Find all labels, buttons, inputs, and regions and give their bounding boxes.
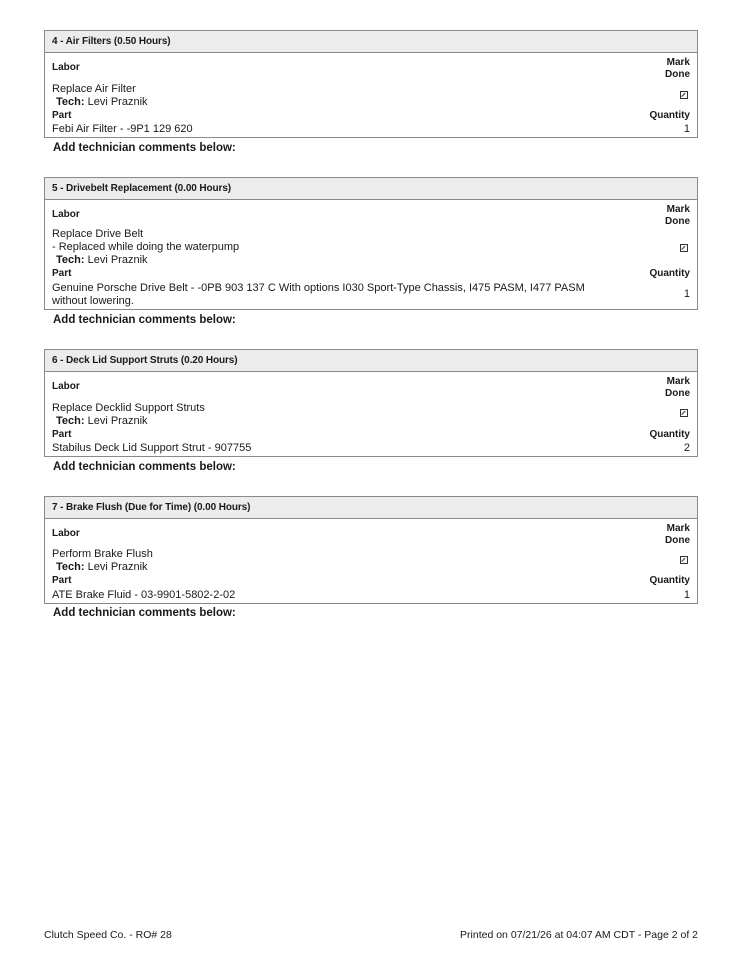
technician-comments-prompt: Add technician comments below: <box>53 461 236 473</box>
job-card-5 <box>44 177 698 310</box>
part-header: Part <box>52 575 72 586</box>
tech-line <box>56 96 148 109</box>
part-quantity: 1 <box>683 123 690 135</box>
labor-description: Replace Decklid Support Struts <box>52 402 205 414</box>
quantity-header: Quantity <box>649 268 690 279</box>
tech-line <box>56 415 148 428</box>
job-title: 4 - Air Filters (0.50 Hours) <box>45 31 697 53</box>
tech-label: Tech: <box>56 415 85 427</box>
labor-header: Labor <box>52 209 80 220</box>
part-header: Part <box>52 429 72 440</box>
tech-label: Tech: <box>56 254 85 266</box>
tech-line <box>56 561 148 574</box>
mark-done-checkbox[interactable] <box>680 91 688 99</box>
mark-done-header: Mark Done <box>665 204 690 227</box>
tech-label: Tech: <box>56 561 85 573</box>
job-card-6 <box>44 349 698 457</box>
tech-label: Tech: <box>56 96 85 108</box>
job-card-4 <box>44 30 698 138</box>
part-quantity: 1 <box>683 589 690 601</box>
footer-shop-ro: Clutch Speed Co. - RO# 28 <box>44 929 172 941</box>
job-card-7 <box>44 496 698 604</box>
tech-line <box>56 254 148 267</box>
labor-note: - Replaced while doing the waterpump <box>52 241 240 253</box>
part-description: Genuine Porsche Drive Belt - -0PB 903 137 C With options I030 Sport-Type Chassis, I475 PASM, I477 PASM <box>52 282 585 294</box>
technician-comments-prompt: Add technician comments below: <box>53 314 236 326</box>
tech-name: Levi Praznik <box>87 415 148 427</box>
part-quantity: 1 <box>683 288 690 300</box>
technician-comments-prompt: Add technician comments below: <box>53 607 236 619</box>
quantity-header: Quantity <box>649 110 690 121</box>
part-header: Part <box>52 110 72 121</box>
labor-description: Replace Drive Belt <box>52 228 144 240</box>
tech-name: Levi Praznik <box>87 561 148 573</box>
labor-description: Perform Brake Flush <box>52 548 153 560</box>
mark-done-header: Mark Done <box>665 523 690 546</box>
part-description: ATE Brake Fluid - 03-9901-5802-2-02 <box>52 589 236 601</box>
tech-name: Levi Praznik <box>87 254 148 266</box>
quantity-header: Quantity <box>649 429 690 440</box>
quantity-header: Quantity <box>649 575 690 586</box>
mark-done-header: Mark Done <box>665 57 690 80</box>
labor-description: Replace Air Filter <box>52 83 136 95</box>
job-title: 5 - Drivebelt Replacement (0.00 Hours) <box>45 178 697 200</box>
part-header: Part <box>52 268 72 279</box>
labor-header: Labor <box>52 62 80 73</box>
part-description: Stabilus Deck Lid Support Strut - 907755 <box>52 442 252 454</box>
part-description: Febi Air Filter - -9P1 129 620 <box>52 123 193 135</box>
job-title: 7 - Brake Flush (Due for Time) (0.00 Hours) <box>45 497 697 519</box>
part-description-cont: without lowering. <box>52 295 134 307</box>
labor-header: Labor <box>52 381 80 392</box>
tech-name: Levi Praznik <box>87 96 148 108</box>
labor-header: Labor <box>52 528 80 539</box>
mark-done-header: Mark Done <box>665 376 690 399</box>
mark-done-checkbox[interactable] <box>680 409 688 417</box>
mark-done-checkbox[interactable] <box>680 244 688 252</box>
technician-comments-prompt: Add technician comments below: <box>53 142 236 154</box>
footer-printed-page: Printed on 07/21/26 at 04:07 AM CDT - Page 2 of 2 <box>460 929 698 941</box>
mark-done-checkbox[interactable] <box>680 556 688 564</box>
part-quantity: 2 <box>683 442 690 454</box>
job-title: 6 - Deck Lid Support Struts (0.20 Hours) <box>45 350 697 372</box>
